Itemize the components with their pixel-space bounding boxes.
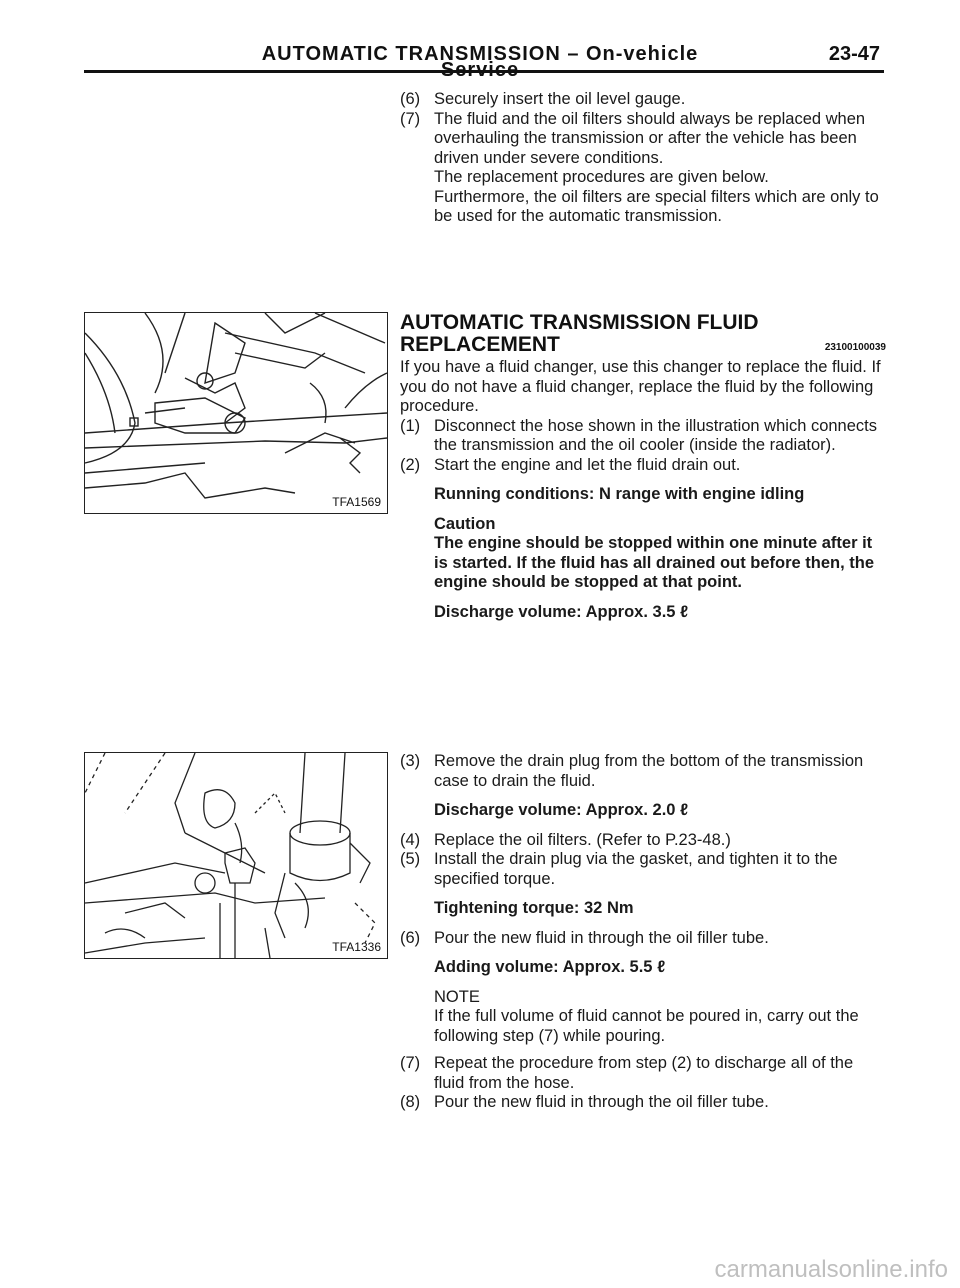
step-5: [400, 850, 886, 889]
note-label: NOTE: [434, 987, 480, 1006]
step-number: (7): [400, 109, 421, 128]
section-intro: If you have a fluid changer, use this changer to replace the fluid. If you do not have a fluid changer, replace the fluid by the following procedure.: [400, 358, 881, 415]
step-number: (8): [400, 1093, 421, 1111]
figure-label: TFA1569: [332, 495, 381, 509]
note-text: If the full volume of fluid cannot be poured in, carry out the following step (7) while pouring.: [434, 1007, 859, 1045]
step-number: (5): [400, 850, 421, 868]
watermark: carmanualsonline.info: [714, 1256, 948, 1283]
step-number: (3): [400, 752, 421, 770]
hose-diagram-graphic: [85, 313, 387, 513]
note-block: [434, 988, 886, 1047]
step-1: [400, 417, 886, 456]
figure-label: TFA1336: [332, 940, 381, 954]
step-text: The fluid and the oil filters should always be replaced when overhauling the transmission or after the vehicle has been driven under severe conditions.: [434, 109, 866, 167]
step-4: [400, 831, 886, 851]
section-title: [400, 312, 886, 356]
step-3: [400, 752, 886, 791]
step-8: [400, 1093, 886, 1113]
section-title-line2: REPLACEMENT: [400, 333, 560, 356]
step-6-top: [400, 90, 886, 110]
figure-drain-plug-illustration: [84, 752, 388, 959]
step-number: (6): [400, 928, 421, 947]
step-text: Replace the oil filters. (Refer to P.23-48.): [434, 830, 731, 849]
caution-text: The engine should be stopped within one minute after it is started. If the fluid has all drained out before then, the engine should be stopped at that point.: [434, 534, 875, 591]
mid-steps-block: [400, 358, 886, 632]
top-steps-block: [400, 90, 886, 227]
caution-block: [434, 515, 886, 593]
step-text: Start the engine and let the fluid drain out.: [434, 455, 741, 474]
step-number: (2): [400, 455, 421, 474]
step-text: Remove the drain plug from the bottom of the transmission case to drain the fluid.: [434, 752, 864, 790]
step-text: Pour the new fluid in through the oil filler tube.: [434, 928, 769, 947]
caution-label: Caution: [434, 514, 496, 533]
page-header-title: AUTOMATIC TRANSMISSION – On-vehicle: [261, 43, 699, 65]
step-number: (7): [400, 1054, 421, 1072]
step-text: Repeat the procedure from step (2) to discharge all of the fluid from the hose.: [434, 1054, 854, 1092]
step-text: Install the drain plug via the gasket, and tighten it to the specified torque.: [434, 850, 838, 888]
step-2: [400, 456, 886, 476]
step-text: Disconnect the hose shown in the illustration which connects the transmission and the oil cooler (inside the radiator).: [434, 416, 877, 454]
figure-hose-illustration: [84, 312, 388, 514]
section-code: 23100100039: [824, 342, 886, 353]
adding-volume: Adding volume: Approx. 5.5 ℓ: [434, 958, 666, 976]
step-7-top: [400, 110, 886, 169]
step-number: (1): [400, 416, 421, 435]
step-number: (6): [400, 90, 421, 108]
running-conditions: Running conditions: N range with engine idling: [434, 485, 805, 503]
page-number: 23-47: [828, 43, 880, 65]
extra-line: Furthermore, the oil filters are special filters which are only to be used for the automatic transmission.: [434, 187, 879, 225]
step-7: [400, 1054, 886, 1093]
step-7-extra: [434, 168, 886, 227]
extra-line: The replacement procedures are given below.: [434, 168, 769, 186]
discharge-volume-2: Discharge volume: Approx. 2.0 ℓ: [434, 801, 689, 819]
header-rule: [84, 70, 884, 73]
step-6: [400, 929, 886, 949]
step-number: (4): [400, 830, 421, 849]
lower-steps-block: [400, 752, 886, 1113]
tightening-torque: Tightening torque: 32 Nm: [434, 899, 634, 917]
section-title-line1: AUTOMATIC TRANSMISSION FLUID: [400, 311, 759, 334]
discharge-volume-1: Discharge volume: Approx. 3.5 ℓ: [434, 602, 689, 621]
step-text: Pour the new fluid in through the oil filler tube.: [434, 1093, 769, 1111]
step-text: Securely insert the oil level gauge.: [434, 90, 686, 108]
drain-plug-diagram-graphic: [85, 753, 387, 958]
